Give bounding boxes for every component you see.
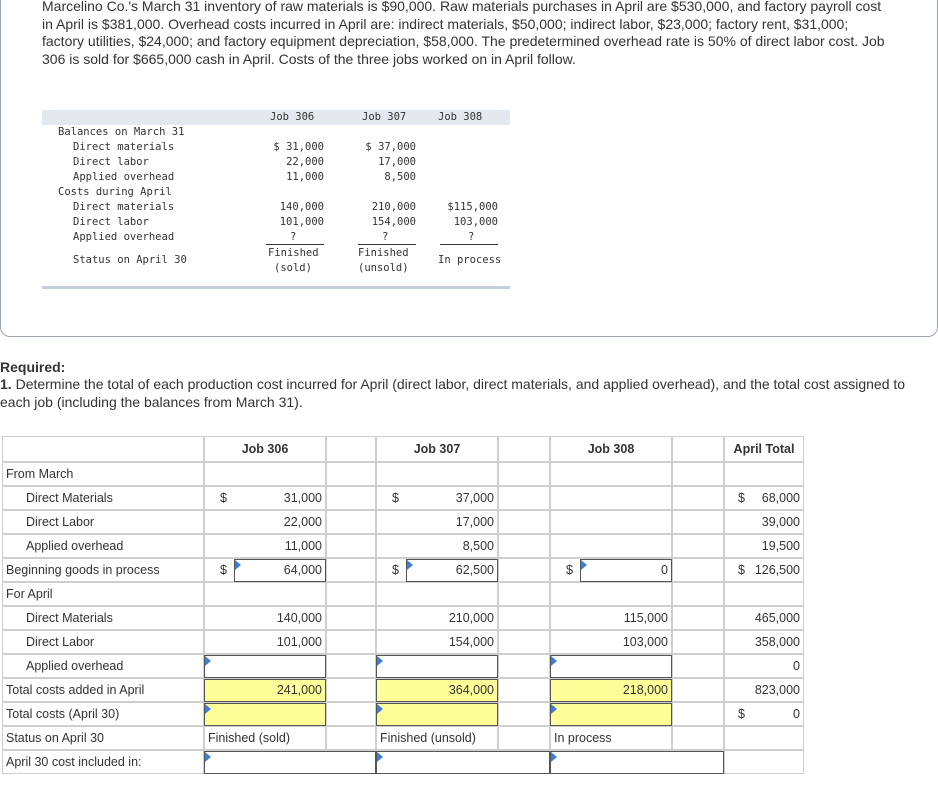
- grid-cell-added-j307s: [498, 678, 550, 702]
- info-306-cost-ao: ?: [290, 231, 297, 243]
- input-marker-icon: [407, 560, 413, 570]
- grid-cell-for_april-j306s: [326, 582, 376, 606]
- grid-cell-for_april-j307s: [498, 582, 550, 606]
- input-marker-icon: [205, 752, 211, 762]
- grid-cell-status-total: [724, 726, 804, 750]
- grid-cell-dl2-j306s: [326, 630, 376, 654]
- dollar-sign-j307-dm: $: [392, 491, 399, 505]
- row-label-status: Status on April 30: [6, 731, 104, 745]
- grid-cell-dl2-j307s: [498, 630, 550, 654]
- value-j307-ao: 8,500: [462, 539, 494, 553]
- grid-cell-dl-j307s: [498, 510, 550, 534]
- grid-cell-dm-j308s: [672, 486, 724, 510]
- grid-cell-dl-j306s: [326, 510, 376, 534]
- row-label-ao: Applied overhead: [26, 539, 124, 553]
- row-label-from_march: From March: [6, 467, 74, 481]
- info-306-status-2: (sold): [274, 262, 312, 274]
- input-marker-icon: [377, 752, 383, 762]
- info-306-underline: [266, 244, 324, 245]
- info-306-bal-ao: 11,000: [286, 171, 324, 183]
- info-header-307: Job 307: [362, 111, 407, 123]
- dollar-sign-j307-bgip: $: [392, 563, 399, 577]
- grid-cell-dm-j306s: [326, 486, 376, 510]
- grid-cell-included-total: [724, 750, 804, 774]
- value-total-bgip: 126,500: [754, 563, 800, 577]
- grid-header-306: Job 306: [241, 442, 289, 456]
- value-total-dm: 68,000: [761, 491, 800, 505]
- required-title: Required:: [0, 359, 66, 375]
- job-info-table: [42, 108, 510, 289]
- input-marker-icon: [581, 560, 587, 570]
- row-label-dm: Direct Materials: [26, 491, 113, 505]
- grid-cell-bgip-j306s: [326, 558, 376, 582]
- info-307-underline: [358, 244, 416, 245]
- grid-cell-ao-j308s: [672, 534, 724, 558]
- value-j308-bgip: 0: [661, 563, 668, 577]
- info-307-bal-dm: $ 37,000: [365, 141, 416, 153]
- row-label-included: April 30 cost included in:: [6, 755, 142, 769]
- grid-cell-ao2-j307s: [498, 654, 550, 678]
- info-307-bal-ao: 8,500: [384, 171, 416, 183]
- input-marker-icon: [377, 704, 383, 714]
- status-j306: Finished (sold): [208, 731, 290, 745]
- value-total-dm2: 465,000: [754, 611, 800, 625]
- info-bal-ao-label: Applied overhead: [73, 171, 175, 183]
- info-307-cost-dl: 154,000: [371, 216, 416, 228]
- info-307-cost-ao: ?: [382, 231, 389, 243]
- dollar-sign-total-bgip: $: [738, 563, 745, 577]
- grid-cell-dm2-j308s: [672, 606, 724, 630]
- info-307-bal-dl: 17,000: [378, 156, 416, 168]
- value-total-ao: 19,500: [761, 539, 800, 553]
- grid-cell-ao2-total: [724, 654, 804, 678]
- grid-cell-from_march-j307: [376, 462, 498, 486]
- value-j306-added: 241,000: [276, 683, 322, 697]
- grid-cell-dm2-j306s: [326, 606, 376, 630]
- required-num: 1.: [0, 376, 12, 393]
- grid-cell-from_march-j308s: [672, 462, 724, 486]
- value-total-added: 823,000: [754, 683, 800, 697]
- grid-cell-added-j306s: [326, 678, 376, 702]
- info-cost-dm-label: Direct materials: [73, 201, 175, 213]
- input-j307-total[interactable]: [376, 703, 498, 726]
- value-j308-dl2: 103,000: [622, 635, 668, 649]
- grid-cell-for_april-total: [724, 582, 804, 606]
- problem-intro: Marcelino Co.'s March 31 inventory of raw materials is $90,000. Raw materials purchases in April are $530,000, and factory payroll cost in April is $381,000. Overhead costs incurred in April are: indirect materials, $50,000; indirect labor, $23,000; factory rent, $31,000; factory utilities, $24,000; and factory equipment depreciation, $58,000. The predetermined overhead rate is 50% of direct labor cost. Job 306 is sold for $665,000 cash in April. Costs of the three jobs worked on in April follow.: [42, 0, 885, 67]
- value-j306-ao: 11,000: [284, 539, 322, 553]
- grid-cell-total-j306s: [326, 702, 376, 726]
- grid-header-total: April Total: [733, 442, 795, 456]
- input-marker-icon: [551, 704, 557, 714]
- grid-cell-ao2-j306s: [326, 654, 376, 678]
- input-marker-icon: [205, 656, 211, 666]
- input-marker-icon: [205, 704, 211, 714]
- info-308-cost-dl: 103,000: [453, 216, 498, 228]
- grid-cell-for_april-j307: [376, 582, 498, 606]
- info-306-cost-dm: 140,000: [279, 201, 324, 213]
- grid-cell-from_march-j308: [550, 462, 672, 486]
- grid-cell-status-j307s: [498, 726, 550, 750]
- grid-cell-dl-j308s: [672, 510, 724, 534]
- grid-cell-for_april-j308s: [672, 582, 724, 606]
- grid-cell-for_april-j308: [550, 582, 672, 606]
- grid-cell-dl-j308: [550, 510, 672, 534]
- value-j307-added: 364,000: [448, 683, 494, 697]
- value-total-dl: 39,000: [761, 515, 800, 529]
- grid-cell-status-j308s: [672, 726, 724, 750]
- value-j307-dm2: 210,000: [448, 611, 494, 625]
- row-label-ao2: Applied overhead: [26, 659, 124, 673]
- value-j307-dl: 17,000: [455, 515, 494, 529]
- info-308-underline: [440, 244, 498, 245]
- input-j307-ao2[interactable]: [376, 655, 498, 678]
- grid-cell-ao2-j308s: [672, 654, 724, 678]
- info-306-bal-dl: 22,000: [286, 156, 324, 168]
- grid-cell-total-j307s: [498, 702, 550, 726]
- value-j306-dl: 22,000: [283, 515, 322, 529]
- info-308-cost-ao: ?: [468, 231, 475, 243]
- row-label-for_april: For April: [6, 587, 53, 601]
- dollar-sign-j308-bgip: $: [566, 563, 573, 577]
- value-j306-dm: 31,000: [283, 491, 322, 505]
- row-label-added: Total costs added in April: [6, 683, 145, 697]
- grid-cell-from_march-j306: [204, 462, 326, 486]
- value-j308-added: 218,000: [622, 683, 668, 697]
- info-cost-ao-label: Applied overhead: [73, 231, 175, 243]
- row-label-dl2: Direct Labor: [26, 635, 95, 649]
- grid-cell-ao-j308: [550, 534, 672, 558]
- input-j308-ao2[interactable]: [550, 655, 672, 678]
- dollar-sign-j306-dm: $: [220, 491, 227, 505]
- input-marker-icon: [235, 560, 241, 570]
- info-308-cost-dm: $115,000: [447, 201, 498, 213]
- grid-cell-ao-j306s: [326, 534, 376, 558]
- grid-cell-dm-j308: [550, 486, 672, 510]
- info-bal-dl-label: Direct labor: [73, 156, 149, 168]
- info-307-status-1: Finished: [358, 247, 409, 259]
- info-307-status-2: (unsold): [358, 262, 409, 274]
- value-j307-bgip: 62,500: [455, 563, 494, 577]
- value-j307-dm: 37,000: [455, 491, 494, 505]
- row-label-dm2: Direct Materials: [26, 611, 113, 625]
- info-status-label: Status on April 30: [73, 254, 187, 266]
- info-header-308: Job 308: [438, 111, 483, 123]
- input-marker-icon: [551, 752, 557, 762]
- row-label-bgip: Beginning goods in process: [6, 563, 160, 577]
- grid-cell-dm-j307s: [498, 486, 550, 510]
- info-306-status-1: Finished: [268, 247, 319, 259]
- grid-cell-bgip-j307s: [498, 558, 550, 582]
- value-j308-dm2: 115,000: [623, 611, 668, 625]
- value-j306-dl2: 101,000: [276, 635, 322, 649]
- value-total-dl2: 358,000: [754, 635, 800, 649]
- dollar-sign-total-dm: $: [738, 491, 745, 505]
- grid-cell-dm2-j307s: [498, 606, 550, 630]
- grid-cell-dl2-j308s: [672, 630, 724, 654]
- status-j308: In process: [554, 731, 612, 745]
- input-j308-included[interactable]: [550, 751, 724, 774]
- input-j306-included[interactable]: [204, 751, 376, 774]
- grid-cell-from_march-j307s: [498, 462, 550, 486]
- dollar-sign-total-total: $: [738, 707, 745, 721]
- grid-cell-total-j308s: [672, 702, 724, 726]
- input-j306-total[interactable]: [204, 703, 326, 726]
- grid-cell-bgip-j308s: [672, 558, 724, 582]
- input-j307-included[interactable]: [376, 751, 550, 774]
- info-cost-dl-label: Direct labor: [73, 216, 149, 228]
- value-total-total: 0: [793, 707, 800, 721]
- info-306-cost-dl: 101,000: [279, 216, 324, 228]
- info-costs-label: Costs during April: [58, 186, 172, 198]
- required-text: Determine the total of each production cost incurred for April (direct labor, direct materials, and applied overhead), and the total cost assigned to each job (including the balances from March 31).: [0, 376, 906, 410]
- status-j307: Finished (unsold): [380, 731, 476, 745]
- input-j306-ao2[interactable]: [204, 655, 326, 678]
- info-header-306: Job 306: [270, 111, 315, 123]
- grid-cell-status-j306s: [326, 726, 376, 750]
- grid-header-308: Job 308: [587, 442, 635, 456]
- value-total-ao2: 0: [793, 659, 800, 673]
- info-308-status: In process: [438, 254, 502, 266]
- row-label-total: Total costs (April 30): [6, 707, 120, 721]
- grid-cell-total-total: [724, 702, 804, 726]
- input-j308-bgip[interactable]: [580, 559, 672, 582]
- row-label-dl: Direct Labor: [26, 515, 95, 529]
- info-306-bal-dm: $ 31,000: [273, 141, 324, 153]
- info-bal-dm-label: Direct materials: [73, 141, 175, 153]
- grid-cell-from_march-total: [724, 462, 804, 486]
- grid-header-307: Job 307: [413, 442, 461, 456]
- input-marker-icon: [377, 656, 383, 666]
- value-j307-dl2: 154,000: [448, 635, 494, 649]
- value-j306-bgip: 64,000: [283, 563, 322, 577]
- grid-cell-ao-j307s: [498, 534, 550, 558]
- grid-cell-for_april-j306: [204, 582, 326, 606]
- info-307-cost-dm: 210,000: [371, 201, 416, 213]
- info-balances-label: Balances on March 31: [58, 126, 185, 138]
- value-j306-dm2: 140,000: [276, 611, 322, 625]
- dollar-sign-j306-bgip: $: [220, 563, 227, 577]
- input-j308-total[interactable]: [550, 703, 672, 726]
- required-section: [0, 359, 938, 411]
- grid-cell-from_march-j306s: [326, 462, 376, 486]
- input-marker-icon: [551, 656, 557, 666]
- grid-cell-added-j308s: [672, 678, 724, 702]
